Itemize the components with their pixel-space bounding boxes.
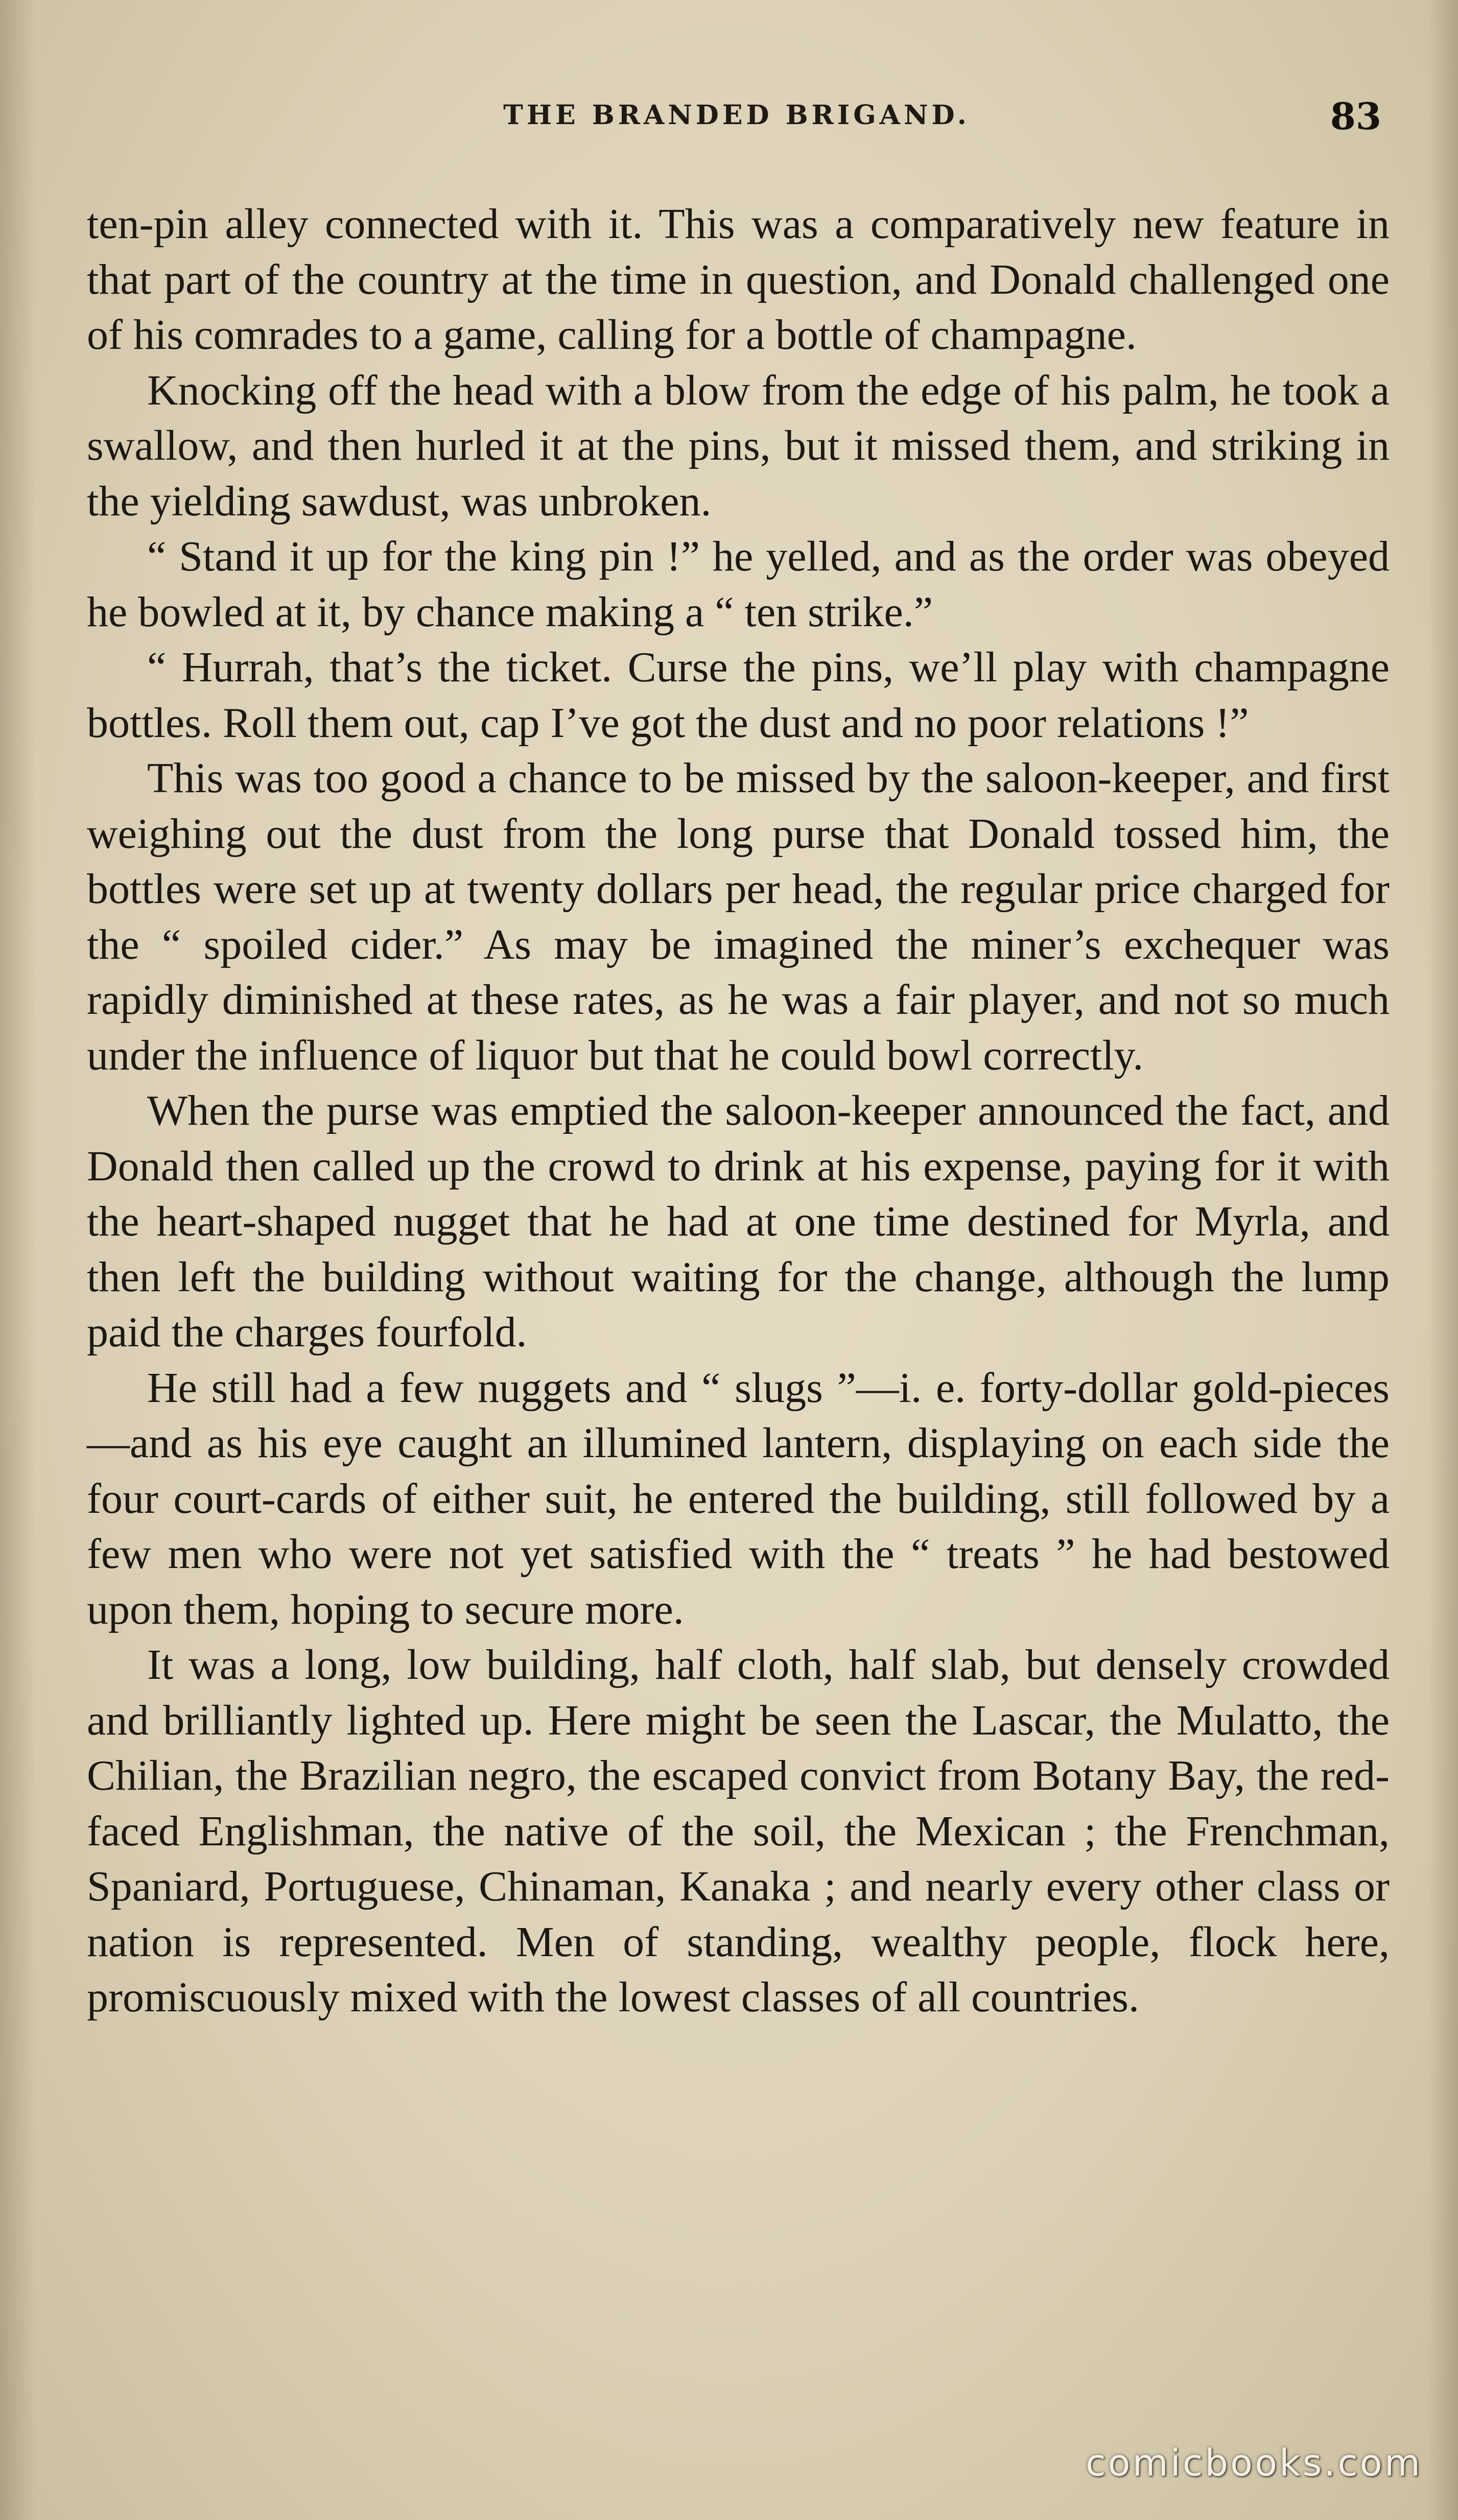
paragraph: It was a long, low building, half cloth, half slab, but densely crowded and brilliantly lighted up. Here might be seen the Lascar, the Mulatto, the Chilian, the Brazilian negro, the escaped convict from Botany Bay, the red-faced Englishman, the native of the soil, the Mexican ; the Frenchman, Spaniard, Portuguese, Chinaman, Kanaka ; and nearly every other class or nation is represented. Men of standing, wealthy people, flock here, promiscuously mixed with the lowest classes of all countries.	[87, 1641, 1390, 2021]
running-head	[92, 94, 1381, 140]
paragraph: “ Stand it up for the king pin !” he yelled, and as the order was obeyed he bowled at it, by chance making a “ ten strike.”	[87, 533, 1390, 636]
paragraph: This was too good a chance to be missed by the saloon-keeper, and first weighing out the dust from the long purse that Donald tossed him, the bottles were set up at twenty dollars per head, the regular price charged for the “ spoiled cider.” As may be imagined the miner’s exchequer was rapidly diminished at these rates, as he was a fair player, and not so much under the influence of liquor but that he could bowl correctly.	[87, 754, 1390, 1079]
page-number: 83	[1330, 94, 1381, 138]
paragraph: When the purse was emptied the saloon-keeper announced the fact, and Donald then called up the crowd to drink at his expense, paying for it with the heart-shaped nugget that he had at one time destined for Myrla, and then left the building without waiting for the change, although the lump paid the charges fourfold.	[87, 1087, 1390, 1356]
right-edge-shadow	[1427, 0, 1458, 2520]
paragraph: Knocking off the head with a blow from the edge of his palm, he took a swallow, and then hurled it at the pins, but it missed them, and striking in the yielding sawdust, was unbroken.	[87, 366, 1390, 525]
body-text	[87, 197, 1390, 2026]
paragraph: He still had a few nuggets and “ slugs ”—i. e. forty-dollar gold-pieces—and as his eye caught an illumined lantern, displaying on each side the four court-cards of either suit, he entered the building, still followed by a few men who were not yet satisfied with the “ treats ” he had bestowed upon them, hoping to secure more.	[87, 1364, 1390, 1633]
left-edge-shadow	[0, 0, 36, 2520]
watermark: comicbooks.com	[1085, 2441, 1422, 2484]
paragraph: “ Hurrah, that’s the ticket. Curse the pins, we’ll play with champagne bottles. Roll them out, cap I’ve got the dust and no poor relations !”	[87, 644, 1390, 747]
running-title: THE BRANDED BRIGAND.	[503, 100, 970, 131]
paragraph: ten-pin alley connected with it. This was a comparatively new feature in that part of the country at the time in question, and Donald challenged one of his comrades to a game, calling for a bottle of champagne.	[87, 200, 1390, 359]
